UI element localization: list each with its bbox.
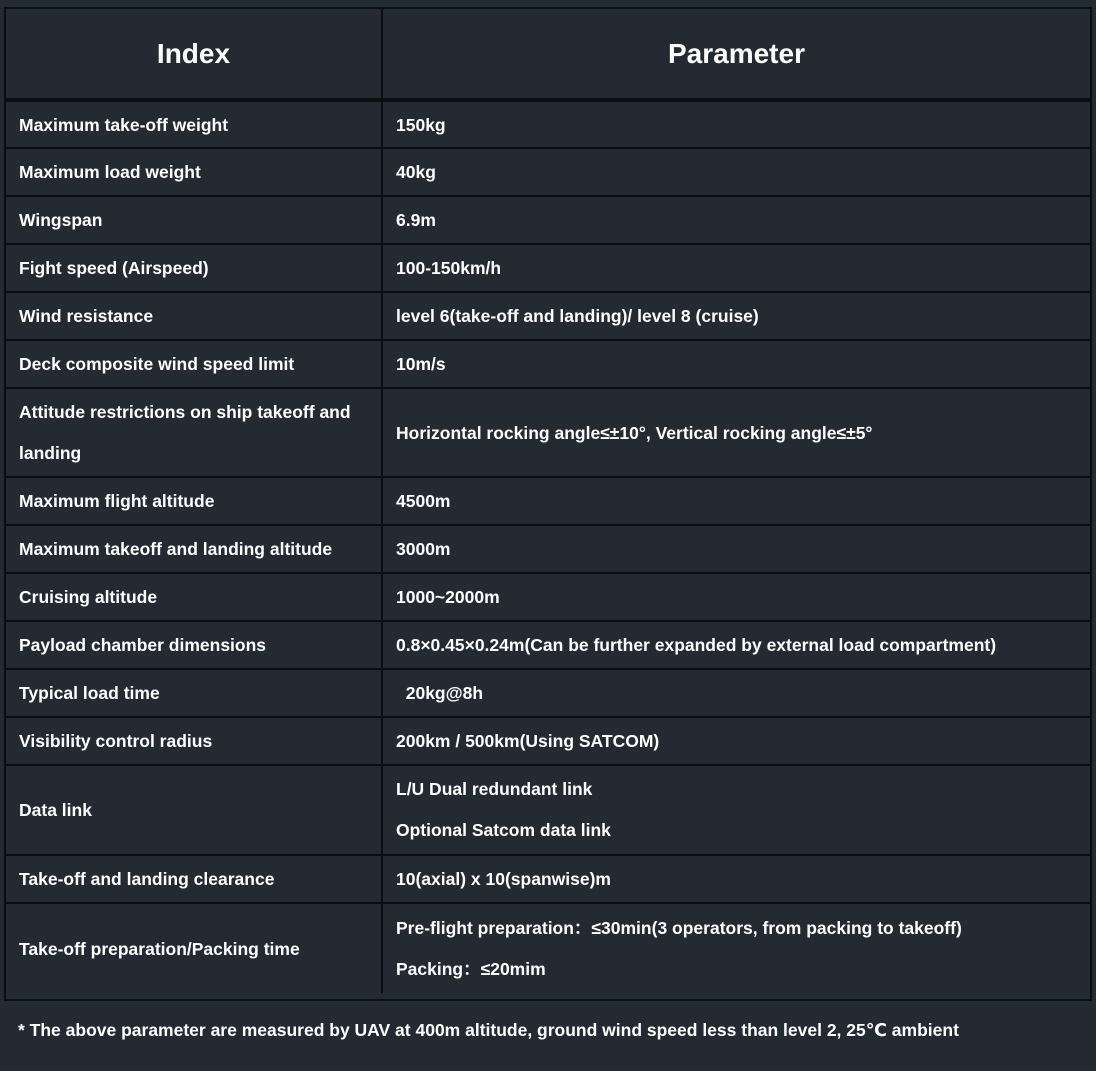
row-index-text: Attitude restrictions on ship takeoff and — [19, 401, 351, 422]
row-index-cell — [6, 855, 382, 903]
row-parameter-cell — [382, 621, 1090, 669]
row-index-cell — [6, 573, 382, 621]
table-row — [6, 573, 1090, 621]
table-row — [6, 669, 1090, 717]
row-index-cell — [6, 148, 382, 196]
row-parameter-cell — [382, 196, 1090, 244]
row-parameter-text: level 6(take-off and landing)/ level 8 (cruise) — [396, 306, 759, 326]
row-parameter-text: Pre-flight preparation：≤30min(3 operators, from packing to takeoff) — [396, 917, 962, 938]
row-index-text: Typical load time — [19, 683, 160, 703]
row-index-text: landing — [19, 442, 82, 463]
row-parameter-cell — [382, 525, 1090, 573]
row-parameter-text: Horizontal rocking angle≤±10°, Vertical rocking angle≤±5° — [396, 422, 873, 443]
row-index-cell — [6, 292, 382, 340]
row-parameter-cell — [382, 100, 1090, 148]
row-parameter-text: 3000m — [396, 539, 451, 559]
row-parameter-cell — [382, 717, 1090, 765]
row-index-text: Cruising altitude — [19, 587, 158, 607]
table-row — [6, 765, 1090, 855]
table-row — [6, 855, 1090, 903]
row-index-text: Deck composite wind speed limit — [19, 354, 295, 374]
row-index-cell — [6, 388, 382, 477]
row-index-cell — [6, 669, 382, 717]
table-row — [6, 525, 1090, 573]
row-parameter-text: 10m/s — [396, 354, 446, 374]
row-parameter-cell — [382, 903, 1090, 993]
row-index-text: Fight speed (Airspeed) — [19, 258, 209, 278]
row-parameter-text: L/U Dual redundant link — [396, 779, 593, 799]
row-index-cell — [6, 340, 382, 388]
row-parameter-text: 6.9m — [396, 210, 436, 230]
table-row — [6, 196, 1090, 244]
row-parameter-text: Optional Satcom data link — [396, 820, 611, 840]
row-parameter-cell — [382, 855, 1090, 903]
header-row — [6, 9, 1090, 100]
row-parameter-text: 20kg@8h — [396, 683, 484, 703]
row-index-text: Maximum take-off weight — [19, 114, 229, 135]
table-row — [6, 148, 1090, 196]
row-parameter-text: 10(axial) x 10(spanwise)m — [396, 869, 611, 889]
row-parameter-cell — [382, 765, 1090, 855]
footnote: * The above parameter are measured by UAV at 400m altitude, ground wind speed less than level 2, 25℃ ambient — [18, 1020, 959, 1040]
row-parameter-cell — [382, 340, 1090, 388]
table-row — [6, 244, 1090, 292]
header-index: Index — [6, 9, 382, 100]
row-index-text: Visibility control radius — [19, 731, 213, 751]
spec-table — [6, 9, 1090, 993]
table-row — [6, 340, 1090, 388]
row-parameter-cell — [382, 292, 1090, 340]
table-row — [6, 388, 1090, 477]
row-parameter-text: 1000~2000m — [396, 587, 500, 607]
row-index-cell — [6, 903, 382, 993]
row-index-text: Maximum load weight — [19, 162, 201, 182]
row-index-cell — [6, 477, 382, 525]
table-row — [6, 717, 1090, 765]
row-index-cell — [6, 196, 382, 244]
table-row — [6, 621, 1090, 669]
row-index-text: Data link — [19, 800, 92, 820]
row-parameter-cell — [382, 148, 1090, 196]
row-parameter-text: 200km / 500km(Using SATCOM) — [396, 731, 660, 751]
table-row — [6, 903, 1090, 993]
table-row — [6, 100, 1090, 148]
table-header — [6, 9, 1090, 100]
row-index-text: Take-off preparation/Packing time — [19, 938, 300, 959]
row-index-cell — [6, 525, 382, 573]
row-parameter-cell — [382, 477, 1090, 525]
table-row — [6, 477, 1090, 525]
row-parameter-text: 40kg — [396, 162, 436, 182]
row-index-text: Maximum takeoff and landing altitude — [19, 539, 333, 559]
row-parameter-text: Packing：≤20mim — [396, 958, 546, 979]
row-parameter-cell — [382, 244, 1090, 292]
row-index-cell — [6, 244, 382, 292]
row-index-cell — [6, 100, 382, 148]
row-index-text: Payload chamber dimensions — [19, 635, 267, 655]
row-index-text: Take-off and landing clearance — [19, 869, 275, 889]
row-index-text: Maximum flight altitude — [19, 491, 215, 511]
row-parameter-cell — [382, 388, 1090, 477]
spec-table-frame — [4, 7, 1092, 1001]
row-parameter-text: 150kg — [396, 114, 446, 135]
row-index-text: Wingspan — [19, 210, 103, 230]
row-parameter-text: 0.8×0.45×0.24m(Can be further expanded by external load compartment) — [396, 635, 997, 655]
row-parameter-cell — [382, 669, 1090, 717]
table-body — [6, 100, 1090, 993]
row-parameter-text: 100-150km/h — [396, 258, 502, 278]
row-parameter-text: 4500m — [396, 491, 451, 511]
table-row — [6, 292, 1090, 340]
row-index-cell — [6, 621, 382, 669]
row-index-text: Wind resistance — [19, 306, 154, 326]
row-index-cell — [6, 717, 382, 765]
row-index-cell — [6, 765, 382, 855]
header-parameter: Parameter — [382, 9, 1090, 100]
row-parameter-cell — [382, 573, 1090, 621]
